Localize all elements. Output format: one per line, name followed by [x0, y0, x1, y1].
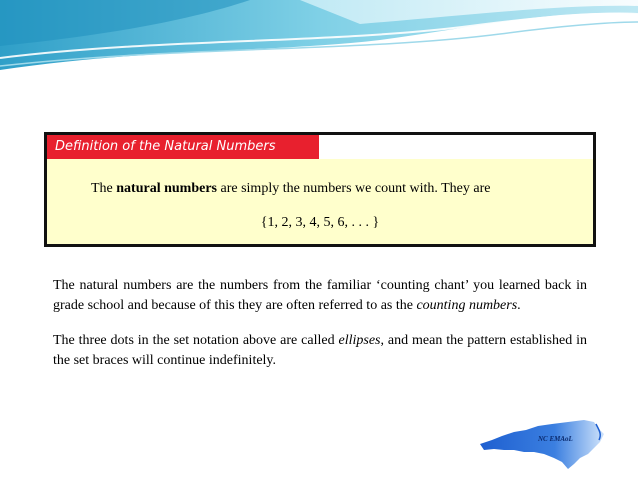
- header-wave-decoration: [0, 0, 638, 80]
- definition-text-end: are simply the numbers we count with. They are: [217, 181, 491, 196]
- paragraph-ellipses: [53, 331, 587, 371]
- definition-bold-term: natural numbers: [116, 181, 217, 196]
- paragraph-2-text: The three dots in the set notation above are called: [53, 333, 339, 348]
- definition-box: [44, 132, 596, 247]
- definition-text-start: The: [91, 181, 117, 196]
- nc-emaol-map-logo: [478, 414, 608, 470]
- paragraph-2-end: , and mean the pattern established in the set braces will continue indefinitely.: [53, 333, 587, 368]
- paragraph-1-text: The natural numbers are the numbers from the familiar ‘counting chant’ you learned back in grade school and because of this they are often referred to as the: [53, 278, 587, 313]
- definition-set-notation: {1, 2, 3, 4, 5, 6, . . . }: [260, 215, 380, 230]
- definition-text: [91, 181, 490, 197]
- definition-title-row: [47, 135, 593, 159]
- logo-label: NC EMAoL: [538, 435, 573, 443]
- north-carolina-map-icon: [480, 420, 604, 469]
- paragraph-2-italic-term: ellipses: [338, 333, 381, 348]
- paragraph-counting-numbers: [53, 276, 587, 316]
- definition-title: Definition of the Natural Numbers: [47, 135, 319, 159]
- paragraph-1-end: .: [517, 298, 521, 313]
- paragraph-1-italic-term: counting numbers: [416, 298, 518, 313]
